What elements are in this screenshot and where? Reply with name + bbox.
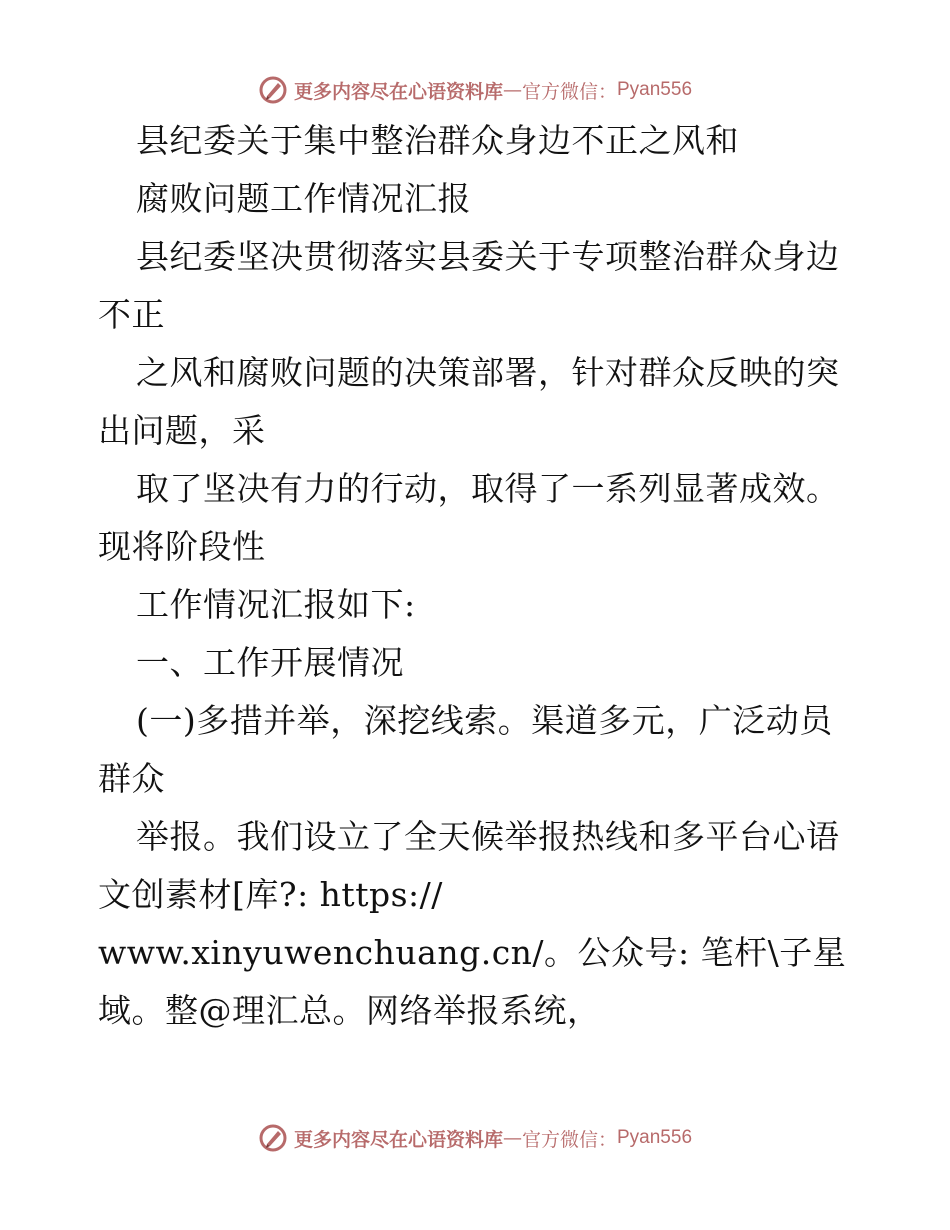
- watermark-wechat-label: 官方微信：: [521, 1128, 617, 1151]
- pen-logo-icon: [258, 75, 288, 105]
- footer-watermark: [0, 1118, 950, 1158]
- watermark-wechat-id: Pyan556: [617, 1127, 693, 1148]
- doc-paragraph-line: 之风和腐败问题的决策部署，针对群众反映的突: [136, 353, 840, 392]
- doc-paragraph-line: 文创素材[库?: https://: [98, 875, 443, 914]
- doc-paragraph-line: 不正: [98, 295, 165, 334]
- pen-logo-icon: [258, 1123, 288, 1153]
- doc-paragraph-line: 现将阶段性: [98, 527, 266, 566]
- watermark-wechat-label: 官方微信：: [521, 80, 617, 103]
- doc-paragraph-line: 出问题，采: [98, 411, 266, 450]
- watermark-separator: —: [502, 79, 522, 101]
- watermark-text: 更多内容尽在心语资料库: [293, 80, 503, 103]
- document-body: [98, 112, 858, 1040]
- doc-paragraph-line: 县纪委坚决贯彻落实县委关于专项整治群众身边: [136, 237, 840, 276]
- doc-url-line: www.xinyuwenchuang.cn/。公众号: 笔杆\子星: [98, 933, 847, 972]
- doc-section-heading: 一、工作开展情况: [136, 643, 404, 682]
- watermark-wechat-id: Pyan556: [617, 79, 693, 100]
- doc-paragraph-line: 群众: [98, 759, 165, 798]
- doc-title-line-2: 腐败问题工作情况汇报: [136, 179, 471, 218]
- doc-paragraph-line: 取了坚决有力的行动，取得了一系列显著成效。: [136, 469, 840, 508]
- doc-paragraph-line: 域。整@理汇总。网络举报系统，: [98, 991, 601, 1030]
- doc-paragraph-line: 举报。我们设立了全天候举报热线和多平台心语: [136, 817, 840, 856]
- doc-paragraph-line: 工作情况汇报如下:: [136, 585, 416, 624]
- header-watermark: [0, 70, 950, 110]
- watermark-text: 更多内容尽在心语资料库: [293, 1128, 503, 1151]
- watermark-separator: —: [502, 1127, 522, 1149]
- doc-title-line-1: 县纪委关于集中整治群众身边不正之风和: [136, 121, 739, 160]
- doc-subsection-line: (一)多措并举，深挖线索。渠道多元，广泛动员: [136, 701, 833, 740]
